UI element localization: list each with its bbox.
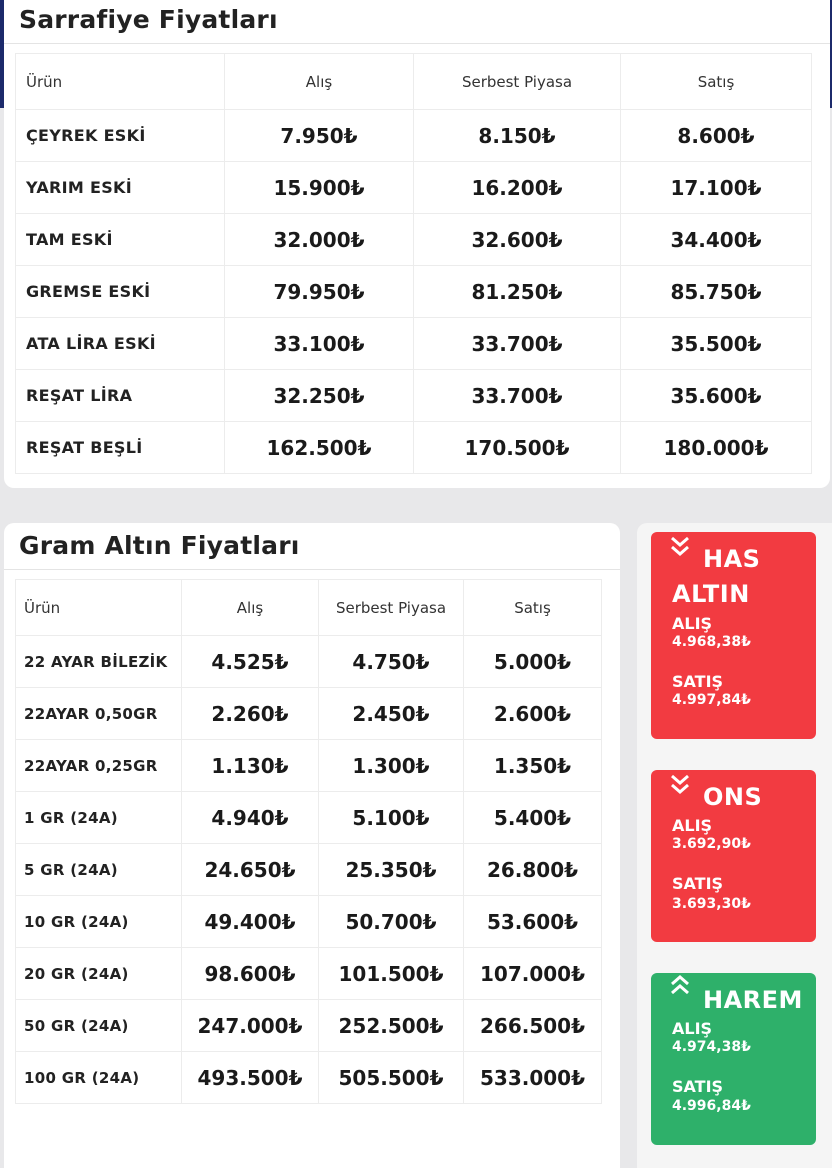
product-name-cell: 22 AYAR BİLEZİK (16, 636, 182, 688)
double-chevron-up-icon (669, 975, 691, 999)
satis-label: SATIŞ (672, 1077, 724, 1096)
table-row (16, 688, 602, 740)
table-row (16, 162, 812, 214)
double-chevron-down-icon (669, 536, 691, 560)
column-header-serbest: Serbest Piyasa (414, 54, 621, 110)
satis-cell: 8.600₺ (621, 110, 812, 162)
table-row (16, 110, 812, 162)
alis-cell: 493.500₺ (182, 1052, 319, 1104)
table-row (16, 266, 812, 318)
satis-cell: 5.400₺ (464, 792, 602, 844)
serbest-piyasa-cell: 33.700₺ (414, 370, 621, 422)
table-row (16, 740, 602, 792)
satis-cell: 34.400₺ (621, 214, 812, 266)
alis-value: 4.974,38₺ (672, 1039, 751, 1055)
satis-cell: 26.800₺ (464, 844, 602, 896)
product-name-cell: 20 GR (24A) (16, 948, 182, 1000)
table-row (16, 318, 812, 370)
serbest-piyasa-cell: 170.500₺ (414, 422, 621, 474)
satis-cell: 17.100₺ (621, 162, 812, 214)
product-name-cell: GREMSE ESKİ (16, 266, 225, 318)
satis-cell: 2.600₺ (464, 688, 602, 740)
table-header-row (16, 580, 602, 636)
column-header-serbest: Serbest Piyasa (319, 580, 464, 636)
table-row (16, 792, 602, 844)
alis-cell: 4.525₺ (182, 636, 319, 688)
serbest-piyasa-cell: 25.350₺ (319, 844, 464, 896)
alis-label: ALIŞ (672, 816, 713, 835)
satis-cell: 1.350₺ (464, 740, 602, 792)
sarrafiye-title: Sarrafiye Fiyatları (19, 5, 278, 34)
product-name-cell: REŞAT BEŞLİ (16, 422, 225, 474)
product-name-cell: REŞAT LİRA (16, 370, 225, 422)
alis-cell: 32.250₺ (225, 370, 414, 422)
serbest-piyasa-cell: 16.200₺ (414, 162, 621, 214)
serbest-piyasa-cell: 32.600₺ (414, 214, 621, 266)
table-row (16, 896, 602, 948)
alis-value: 3.692,90₺ (672, 836, 751, 852)
satis-label: SATIŞ (672, 874, 724, 893)
alis-cell: 79.950₺ (225, 266, 414, 318)
alis-cell: 1.130₺ (182, 740, 319, 792)
satis-cell: 85.750₺ (621, 266, 812, 318)
satis-value: 3.693,30₺ (672, 896, 751, 912)
double-chevron-down-icon (669, 774, 691, 798)
satis-cell: 35.500₺ (621, 318, 812, 370)
alis-cell: 33.100₺ (225, 318, 414, 370)
alis-value: 4.968,38₺ (672, 634, 751, 650)
product-name-cell: YARIM ESKİ (16, 162, 225, 214)
title-divider (4, 569, 620, 570)
serbest-piyasa-cell: 4.750₺ (319, 636, 464, 688)
satis-value: 4.997,84₺ (672, 692, 751, 708)
product-name-cell: TAM ESKİ (16, 214, 225, 266)
harem-name: HAREM (703, 986, 803, 1014)
table-row (16, 1052, 602, 1104)
column-header-urun: Ürün (16, 54, 225, 110)
product-name-cell: 50 GR (24A) (16, 1000, 182, 1052)
product-name-cell: ÇEYREK ESKİ (16, 110, 225, 162)
satis-cell: 266.500₺ (464, 1000, 602, 1052)
column-header-satis: Satış (621, 54, 812, 110)
alis-cell: 162.500₺ (225, 422, 414, 474)
alis-cell: 24.650₺ (182, 844, 319, 896)
title-divider (4, 43, 830, 44)
table-row (16, 948, 602, 1000)
serbest-piyasa-cell: 81.250₺ (414, 266, 621, 318)
serbest-piyasa-cell: 252.500₺ (319, 1000, 464, 1052)
table-row (16, 370, 812, 422)
serbest-piyasa-cell: 1.300₺ (319, 740, 464, 792)
satis-label: SATIŞ (672, 672, 724, 691)
harem-box[interactable] (651, 973, 816, 1145)
satis-cell: 180.000₺ (621, 422, 812, 474)
table-row (16, 844, 602, 896)
table-row (16, 422, 812, 474)
satis-value: 4.996,84₺ (672, 1098, 751, 1114)
table-header-row (16, 54, 812, 110)
product-name-cell: 100 GR (24A) (16, 1052, 182, 1104)
product-name-cell: 22AYAR 0,25GR (16, 740, 182, 792)
alis-label: ALIŞ (672, 614, 713, 633)
satis-cell: 53.600₺ (464, 896, 602, 948)
ons-box[interactable] (651, 770, 816, 942)
gram-table (15, 579, 602, 1104)
alis-cell: 2.260₺ (182, 688, 319, 740)
product-name-cell: 1 GR (24A) (16, 792, 182, 844)
alis-cell: 7.950₺ (225, 110, 414, 162)
product-name-cell: 22AYAR 0,50GR (16, 688, 182, 740)
serbest-piyasa-cell: 5.100₺ (319, 792, 464, 844)
product-name-cell: 5 GR (24A) (16, 844, 182, 896)
alis-cell: 247.000₺ (182, 1000, 319, 1052)
table-row (16, 214, 812, 266)
alis-cell: 49.400₺ (182, 896, 319, 948)
serbest-piyasa-cell: 505.500₺ (319, 1052, 464, 1104)
serbest-piyasa-cell: 33.700₺ (414, 318, 621, 370)
product-name-cell: ATA LİRA ESKİ (16, 318, 225, 370)
has-altin-name-line2: ALTIN (672, 580, 750, 608)
serbest-piyasa-cell: 8.150₺ (414, 110, 621, 162)
sarrafiye-table (15, 53, 812, 474)
ons-name: ONS (703, 783, 763, 811)
product-name-cell: 10 GR (24A) (16, 896, 182, 948)
serbest-piyasa-cell: 101.500₺ (319, 948, 464, 1000)
table-row (16, 1000, 602, 1052)
gram-title: Gram Altın Fiyatları (19, 531, 300, 560)
alis-label: ALIŞ (672, 1019, 713, 1038)
column-header-alis: Alış (225, 54, 414, 110)
table-row (16, 636, 602, 688)
satis-cell: 107.000₺ (464, 948, 602, 1000)
satis-cell: 35.600₺ (621, 370, 812, 422)
alis-cell: 15.900₺ (225, 162, 414, 214)
serbest-piyasa-cell: 50.700₺ (319, 896, 464, 948)
alis-cell: 98.600₺ (182, 948, 319, 1000)
column-header-urun: Ürün (16, 580, 182, 636)
satis-cell: 5.000₺ (464, 636, 602, 688)
has-altin-box[interactable] (651, 532, 816, 739)
has-altin-name: HAS (703, 545, 761, 573)
column-header-alis: Alış (182, 580, 319, 636)
satis-cell: 533.000₺ (464, 1052, 602, 1104)
alis-cell: 32.000₺ (225, 214, 414, 266)
alis-cell: 4.940₺ (182, 792, 319, 844)
column-header-satis: Satış (464, 580, 602, 636)
serbest-piyasa-cell: 2.450₺ (319, 688, 464, 740)
